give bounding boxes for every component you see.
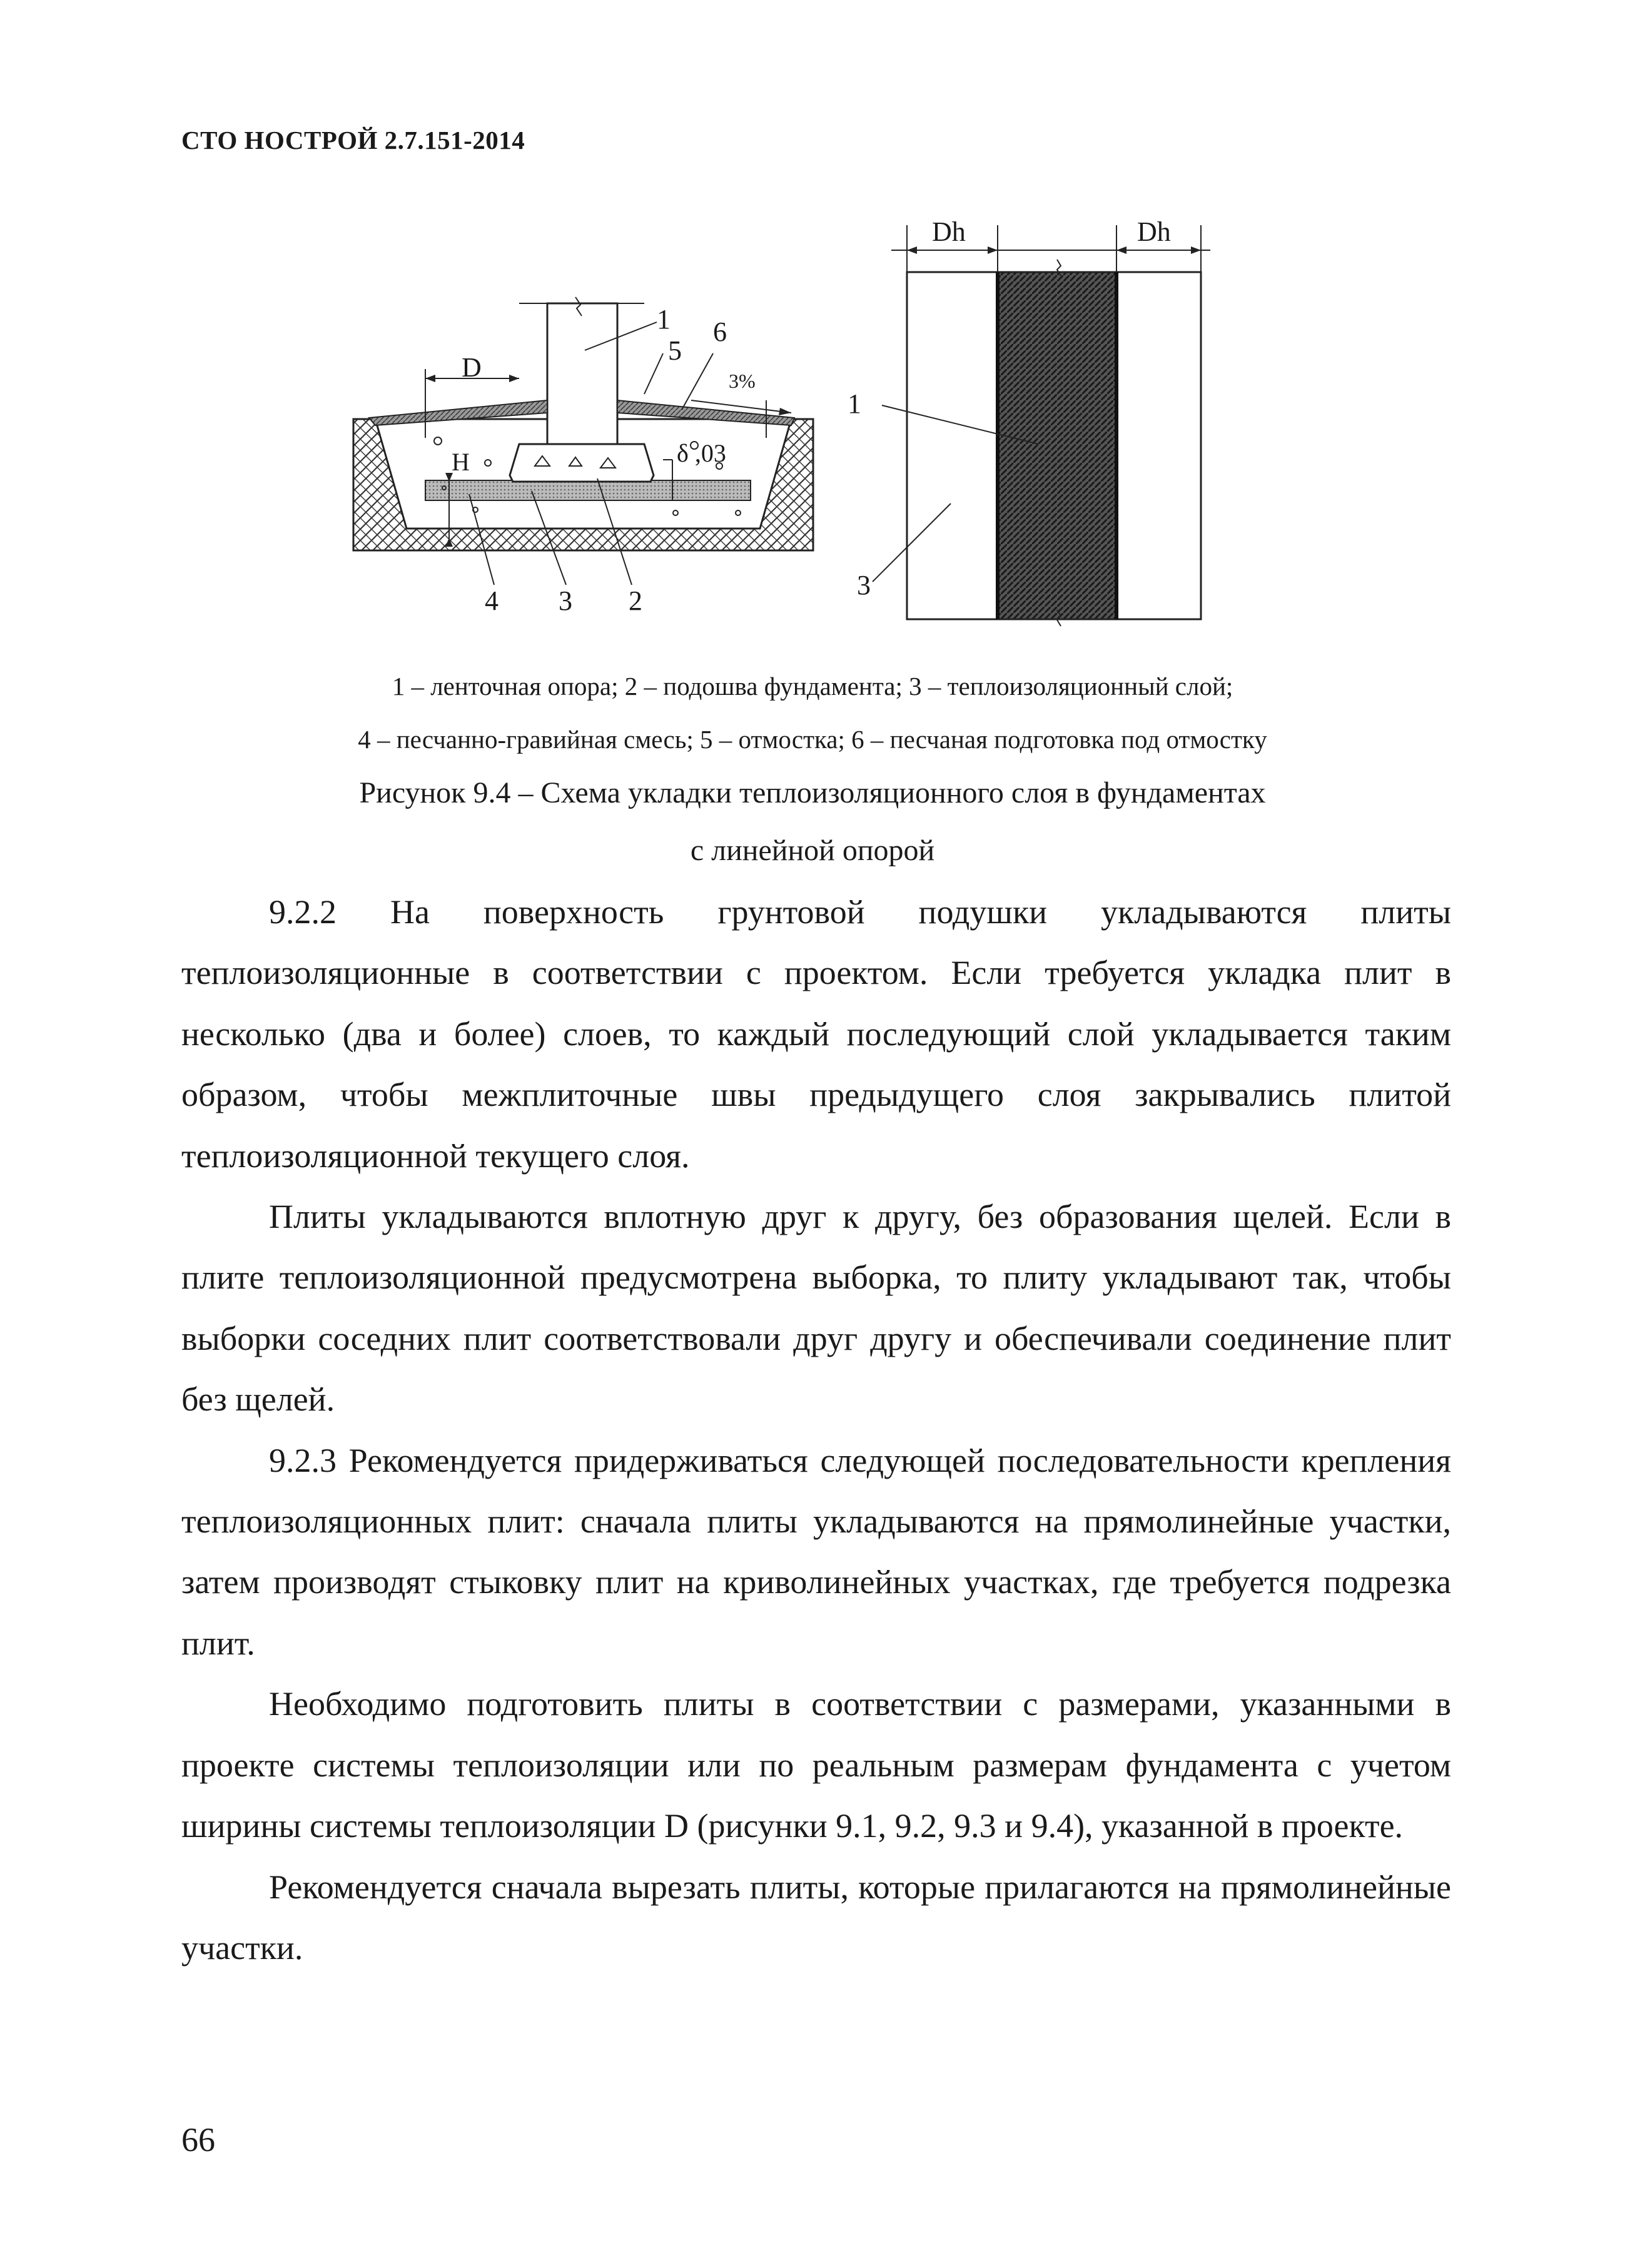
figure-title-line-2: с линейной опорой <box>690 834 935 867</box>
paragraph-9-2-3: 9.2.3 Рекомендуется придерживаться следующей последовательности крепления теплоизоляционных плит: сначала плиты укладываются на прямолинейные участки, затем производят стыковку плит на криволинейных участках, где требуется подрезка плит. <box>181 1441 1451 1662</box>
figure-title-line-1: Рисунок 9.4 – Схема укладки теплоизоляционного слоя в фундаментах <box>359 776 1266 809</box>
body-text <box>181 882 1451 1978</box>
label-5: 5 <box>668 335 682 366</box>
label-1-right: 1 <box>848 388 861 419</box>
document-header: СТО НОСТРОЙ 2.7.151-2014 <box>181 126 525 154</box>
label-dh-left: Dh <box>932 216 966 247</box>
figure-legend-line-1: 1 – ленточная опора; 2 – подошва фундамента; 3 – теплоизоляционный слой; <box>392 672 1233 701</box>
paragraph-plates-placement: Плиты укладываются вплотную друг к другу, без образования щелей. Если в плите теплоизоляционной предусмотрена выборка, то плиту укладывают так, чтобы выборки соседних плит соответствовали друг другу и обеспечивали соединение плит без щелей. <box>181 1198 1451 1419</box>
page-number: 66 <box>181 2121 215 2159</box>
label-4: 4 <box>485 585 499 616</box>
label-slope: 3% <box>729 370 756 392</box>
right-diagram-plan-view <box>873 225 1210 626</box>
paragraph-9-2-2: 9.2.2 На поверхность грунтовой подушки укладываются плиты теплоизоляционные в соответствии с проектом. Если требуется укладка плит в несколько (два и более) слоев, то каждый последующий слой укладывается таким образом, чтобы межплиточные швы предыдущего слоя закрывались плитой теплоизоляционной текущего слоя. <box>181 893 1451 1175</box>
figure-legend-line-2: 4 – песчанно-гравийная смесь; 5 – отмостка; 6 – песчаная подготовка под отмостку <box>358 725 1267 754</box>
paragraph-prepare-plates: Необходимо подготовить плиты в соответствии с размерами, указанными в проекте системы теплоизоляции или по реальным размерам фундамента с учетом ширины системы теплоизоляции D (рисунки 9.1, 9.2, 9.3 и 9.4), указанной в проекте. <box>181 1685 1451 1845</box>
label-dim-h: H <box>452 448 470 476</box>
label-6: 6 <box>713 316 727 347</box>
label-3-right: 3 <box>857 570 871 600</box>
figure-9-4 <box>0 0 1625 663</box>
paragraph-cut-plates: Рекомендуется сначала вырезать плиты, которые прилагаются на прямолинейные участки. <box>181 1868 1451 1967</box>
label-1-left: 1 <box>657 304 671 335</box>
left-diagram-foundation-section <box>353 297 813 585</box>
label-2: 2 <box>629 585 642 616</box>
label-dh-right: Dh <box>1137 216 1171 247</box>
label-delta: δ ,03 <box>677 439 726 467</box>
label-dim-d: D <box>462 352 482 383</box>
label-3-left: 3 <box>559 585 572 616</box>
